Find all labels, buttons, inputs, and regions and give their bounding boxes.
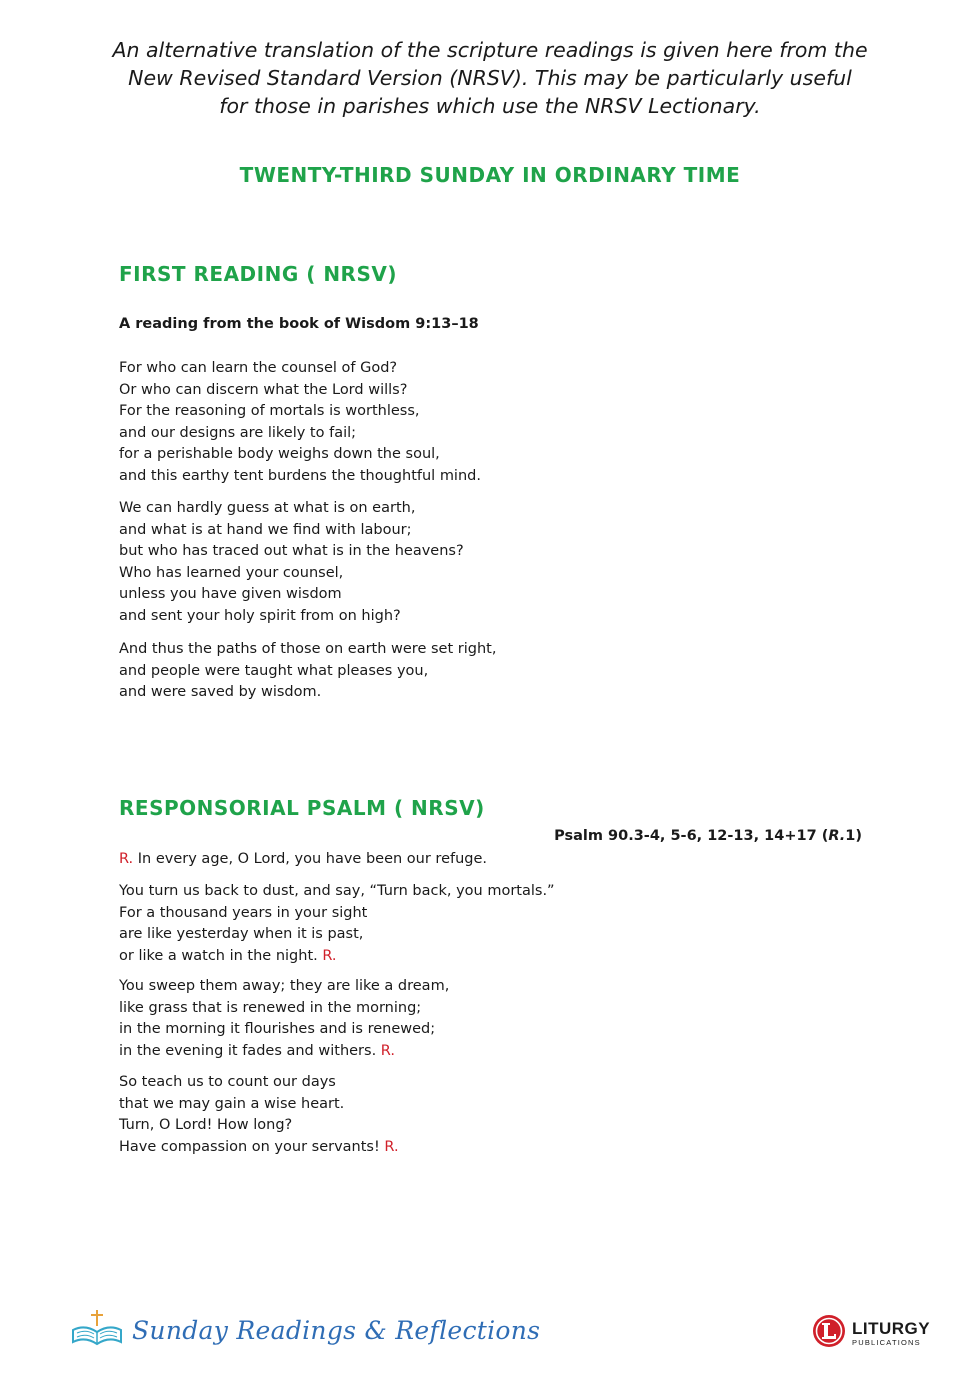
verse-line: and our designs are likely to fail; <box>119 424 357 441</box>
intro-line: for those in parishes which use the NRSV Lectionary. <box>219 94 761 118</box>
response-marker: R. <box>380 1042 395 1059</box>
liturgy-logo-icon <box>812 1314 846 1352</box>
verse-line-text: Have compassion on your servants! <box>119 1138 385 1155</box>
intro-paragraph <box>100 36 880 120</box>
verse-line: that we may gain a wise heart. <box>119 1095 345 1112</box>
verse-line: Turn, O Lord! How long? <box>119 1117 293 1134</box>
psalm-stanza-1 <box>119 881 555 967</box>
verse-line: And thus the paths of those on earth were set right, <box>119 641 497 657</box>
sunday-title: TWENTY-THIRD SUNDAY IN ORDINARY TIME <box>239 163 741 187</box>
verse-line: For the reasoning of mortals is worthless, <box>119 403 420 420</box>
psalm-response <box>119 849 487 871</box>
verse-line: are like yesterday when it is past, <box>119 926 364 943</box>
first-reading-stanza-1 <box>119 358 481 488</box>
verse-line: for a perishable body weighs down the soul, <box>119 446 440 463</box>
verse-line: You turn us back to dust, and say, “Turn back, you mortals.” <box>119 883 555 899</box>
logo-sub-text: PUBLICATIONS <box>852 1337 921 1347</box>
psalm-reference-text: Psalm 90.3-4, 5-6, 12-13, 14+17 ( <box>554 828 829 844</box>
psalm-stanza-2 <box>119 976 449 1062</box>
verse-line: like grass that is renewed in the morning; <box>119 999 422 1016</box>
footer-brand <box>70 1308 540 1352</box>
verse-line: and this earthy tent burdens the thoughtful mind. <box>119 467 481 484</box>
verse-line: but who has traced out what is in the heavens? <box>119 543 464 560</box>
psalm-reference <box>554 828 862 844</box>
verse-line: Who has learned your counsel, <box>119 564 344 581</box>
verse-line: For a thousand years in your sight <box>119 904 368 921</box>
first-reading-source: A reading from the book of Wisdom 9:13–18 <box>119 316 479 332</box>
verse-line <box>119 1137 399 1159</box>
intro-line: New Revised Standard Version (NRSV). This may be particularly useful <box>128 66 852 90</box>
response-marker: R. <box>384 1138 399 1155</box>
verse-line-text: or like a watch in the night. <box>119 947 323 964</box>
psalm-heading: RESPONSORIAL PSALM ( NRSV) <box>119 796 485 820</box>
verse-line: unless you have given wisdom <box>119 586 342 603</box>
response-marker: R. <box>119 851 134 867</box>
response-text: In every age, O Lord, you have been our refuge. <box>133 851 488 867</box>
intro-line: An alternative translation of the scripture readings is given here from the <box>112 38 868 62</box>
logo-main-text: LITURGY <box>852 1318 931 1338</box>
verse-line: For who can learn the counsel of God? <box>119 360 398 376</box>
psalm-stanza-3 <box>119 1072 399 1158</box>
verse-line: in the morning it flourishes and is renewed; <box>119 1021 436 1038</box>
verse-line: So teach us to count our days <box>119 1074 336 1090</box>
verse-line: Or who can discern what the Lord wills? <box>119 381 408 398</box>
verse-line: and people were taught what pleases you, <box>119 662 429 679</box>
verse-line: You sweep them away; they are like a dream, <box>119 978 450 994</box>
liturgy-publications-logo <box>812 1314 930 1352</box>
verse-line: and were saved by wisdom. <box>119 684 322 701</box>
psalm-reference-r: R. <box>828 828 846 844</box>
verse-line <box>119 1041 449 1063</box>
first-reading-heading: FIRST READING ( NRSV) <box>119 262 397 286</box>
verse-line: and sent your holy spirit from on high? <box>119 607 401 624</box>
brand-name: Sunday Readings & Reflections <box>132 1315 541 1345</box>
psalm-reference-end: 1) <box>845 828 862 844</box>
verse-line-text: in the evening it fades and withers. <box>119 1042 381 1059</box>
first-reading-stanza-3 <box>119 639 496 704</box>
response-marker: R. <box>322 947 337 964</box>
verse-line <box>119 946 555 968</box>
logo-text <box>852 1320 930 1347</box>
open-bible-cross-icon <box>70 1308 124 1352</box>
verse-line: and what is at hand we find with labour; <box>119 521 412 538</box>
verse-line: We can hardly guess at what is on earth, <box>119 500 416 516</box>
first-reading-stanza-2 <box>119 498 464 628</box>
